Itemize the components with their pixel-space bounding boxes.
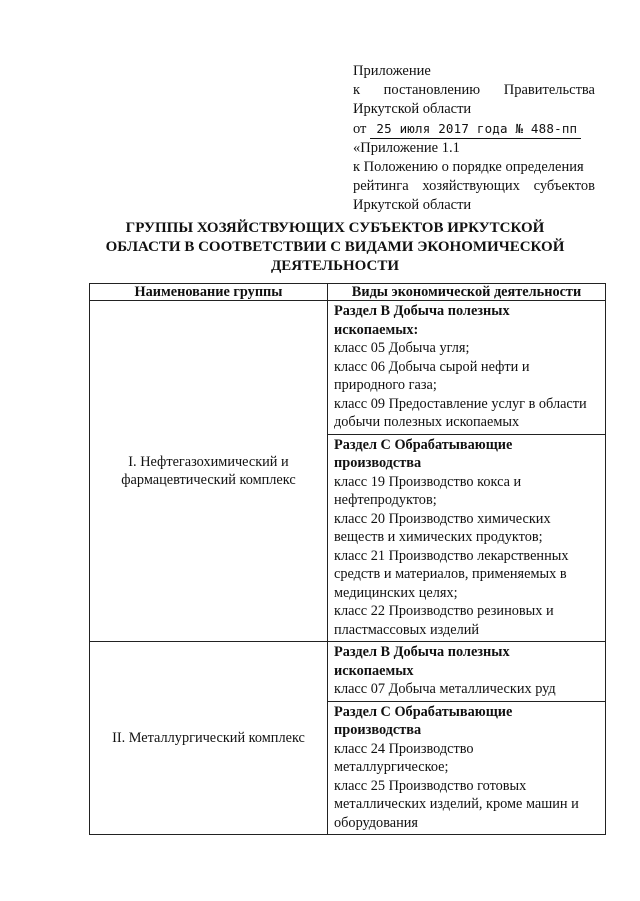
- group-name-line: I. Нефтегазохимический и: [128, 453, 289, 470]
- activity-line: нефтепродуктов;: [334, 492, 437, 508]
- section-heading: ископаемых: [334, 662, 414, 679]
- activity-line: металлических изделий, кроме машин и: [334, 796, 579, 812]
- annex-line-8: Иркутской области: [353, 197, 472, 213]
- annex-reference: [353, 62, 595, 215]
- section-heading: Раздел B Добыча полезных: [334, 644, 510, 660]
- activities-cell: [328, 642, 606, 835]
- annex-word: постановлению: [383, 82, 481, 98]
- annex-date-line: [353, 119, 595, 139]
- group-name-line: фармацевтический комплекс: [121, 472, 296, 488]
- table-header-row: [90, 284, 606, 301]
- title-line-1: ГРУППЫ ХОЗЯЙСТВУЮЩИХ СУБЪЕКТОВ ИРКУТСКОЙ: [125, 220, 545, 236]
- document-title: [90, 219, 580, 276]
- activity-line: природного газа;: [334, 377, 437, 393]
- activity-line: средств и материалов, применяемых в: [334, 566, 567, 582]
- header-group-name: Наименование группы: [90, 284, 328, 301]
- title-line-3: ДЕЯТЕЛЬНОСТИ: [270, 258, 400, 274]
- activity-line: класс 24 Производство: [334, 740, 474, 757]
- activity-line: пластмассовых изделий: [334, 621, 480, 638]
- section-block: [328, 301, 605, 434]
- group-name-cell: [90, 301, 328, 642]
- handwritten-date: 25 июля 2017 года № 488-пп: [370, 119, 581, 139]
- section-block: [328, 642, 605, 701]
- activity-line: класс 19 Производство кокса и: [334, 473, 522, 490]
- section-heading: ископаемых:: [334, 321, 419, 338]
- section-heading: производства: [334, 722, 422, 738]
- group-name-line: II. Металлургический комплекс: [112, 729, 305, 746]
- activity-line: класс 22 Производство резиновых и: [334, 603, 554, 619]
- annex-word: хозяйствующих: [422, 178, 520, 194]
- activity-line: класс 05 Добыча угля;: [334, 340, 470, 356]
- annex-line-2: [353, 81, 595, 100]
- annex-word: рейтинга: [353, 178, 409, 194]
- header-activities: Виды экономической деятельности: [328, 284, 606, 301]
- section-heading: производства: [334, 455, 422, 471]
- activities-cell: [328, 301, 606, 642]
- annex-word: Правительства: [503, 82, 595, 98]
- table-row: [90, 642, 606, 835]
- annex-line-6: к Положению о порядке определения: [353, 159, 584, 175]
- activity-line: медицинских целях;: [334, 584, 458, 601]
- date-prefix: от: [353, 121, 367, 137]
- activity-line: веществ и химических продуктов;: [334, 529, 543, 545]
- activity-line: класс 25 Производство готовых: [334, 777, 527, 794]
- activity-line: оборудования: [334, 814, 418, 831]
- section-block: [328, 434, 605, 642]
- activity-line: класс 21 Производство лекарственных: [334, 547, 569, 564]
- section-heading: Раздел C Обрабатывающие: [334, 436, 513, 453]
- activity-line: металлургическое;: [334, 759, 449, 775]
- activity-line: класс 07 Добыча металлических руд: [334, 681, 556, 697]
- groups-table: [89, 283, 606, 835]
- annex-word: субъектов: [533, 178, 595, 194]
- annex-line-3: Иркутской области: [353, 101, 472, 117]
- annex-word: к: [353, 82, 361, 98]
- table-row: [90, 301, 606, 642]
- activity-line: класс 09 Предоставление услуг в области: [334, 395, 587, 412]
- activity-line: добычи полезных ископаемых: [334, 414, 520, 430]
- annex-line-7: [353, 177, 595, 196]
- activity-line: класс 06 Добыча сырой нефти и: [334, 358, 530, 375]
- section-heading: Раздел C Обрабатывающие: [334, 703, 513, 720]
- section-heading: Раздел B Добыча полезных: [334, 303, 510, 319]
- title-line-2: ОБЛАСТИ В СООТВЕТСТВИИ С ВИДАМИ ЭКОНОМИЧЕСКОЙ: [105, 239, 565, 255]
- section-block: [328, 701, 605, 835]
- annex-line-5: «Приложение 1.1: [353, 140, 460, 156]
- annex-line-1: Приложение: [353, 63, 431, 79]
- group-name-cell: [90, 642, 328, 835]
- activity-line: класс 20 Производство химических: [334, 510, 551, 527]
